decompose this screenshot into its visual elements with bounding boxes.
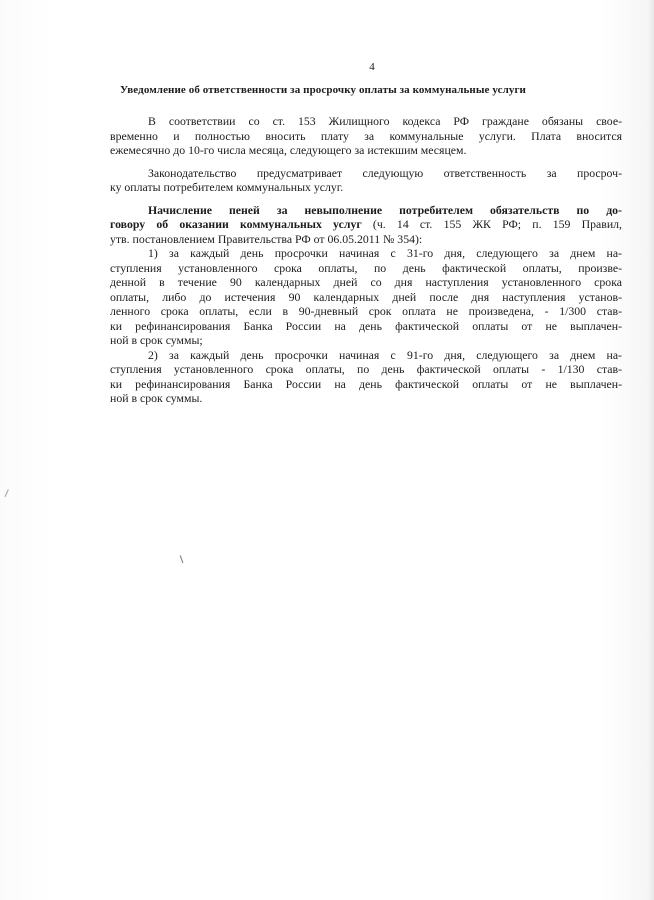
legal-reference: (ч. 14 ст. 155 ЖК РФ; п. 159 Правил, (361, 217, 622, 231)
text-line: 1) за каждый день просрочки начиная с 31-го дня, следующего за днем на- (148, 246, 622, 260)
page-edge-shadow (648, 0, 654, 900)
text-line: ки рефинансирования Банка России на день фактической оплаты от не выплачен- (110, 376, 622, 391)
text-line: ленного срока оплаты, если в 90-дневный срок оплата не произведена, - 1/300 став- (110, 304, 622, 318)
text-line: ку оплаты потребителем коммунальных услуг. (110, 180, 344, 194)
mixed-line (110, 217, 622, 232)
text-line: В соответствии со ст. 153 Жилищного кодекса РФ граждане обязаны свое- (148, 114, 622, 128)
page-number: 4 (369, 61, 375, 73)
scan-artifact-mark (5, 489, 13, 498)
text-line: денной в течение 90 календарных дней со дня наступления установленного срока (110, 275, 622, 289)
text-line: ступления установленного срока оплаты, по день фактической оплаты, произве- (110, 260, 622, 275)
text-line: утв. постановлением Правительства РФ от 06.05.2011 № 354): (110, 231, 423, 246)
paragraph-housing-code (110, 114, 622, 158)
bold-heading-text: говору об оказании коммунальных услуг (110, 217, 362, 231)
text-line: ступления установленного срока оплаты, по день фактической оплаты - 1/130 став- (110, 362, 622, 376)
notice-body (110, 114, 622, 406)
text-line: ной в срок суммы; (110, 333, 203, 347)
text-line: Законодательство предусматривает следующую ответственность за просроч- (148, 165, 622, 180)
scan-artifact-mark (180, 555, 185, 563)
text-line: ной в срок суммы. (110, 391, 203, 405)
list-item-penalty-1 (110, 246, 622, 348)
text-line: ежемесячно до 10-го числа месяца, следующего за истекшим месяцем. (110, 143, 467, 157)
text-line: 2) за каждый день просрочки начиная с 91-го дня, следующего за днем на- (148, 347, 622, 362)
list-item-penalty-2 (110, 348, 622, 406)
paragraph-liability (110, 166, 622, 195)
text-line: временно и полностью вносить плату за коммунальные услуги. Плата вносится (110, 128, 622, 143)
paragraph-penalty-heading (110, 203, 622, 247)
notice-title: Уведомление об ответственности за просрочку оплаты за коммунальные услуги (120, 84, 526, 96)
text-line: ки рефинансирования Банка России на день фактической оплаты от не выплачен- (110, 318, 622, 333)
text-line: оплаты, либо до истечения 90 календарных дней после дня наступления установ- (110, 289, 622, 304)
bold-heading-line: Начисление пеней за невыполнение потребителем обязательств по до- (148, 202, 622, 217)
